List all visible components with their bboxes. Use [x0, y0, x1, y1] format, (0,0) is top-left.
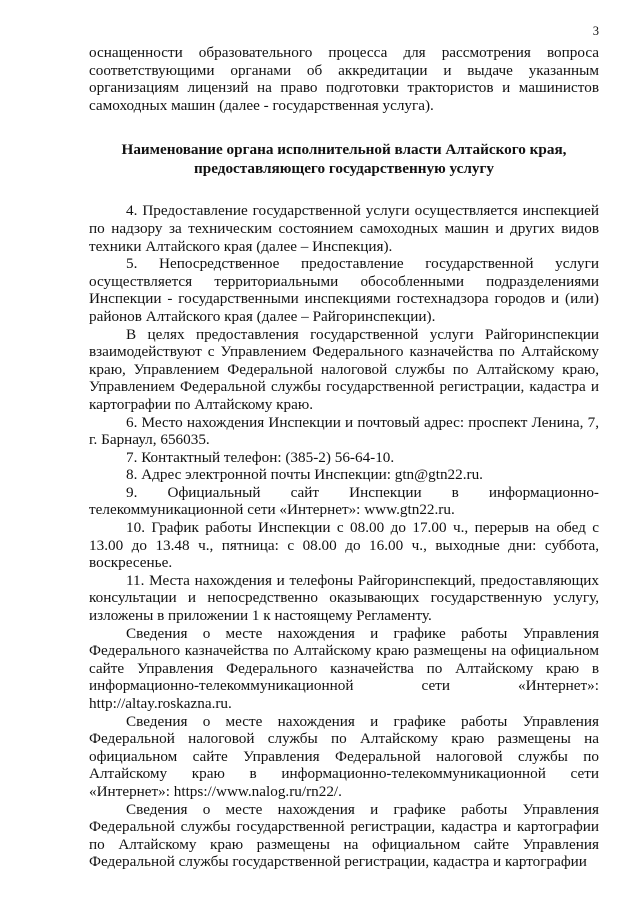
- paragraph-treasury-info: Сведения о месте нахождения и графике работы Управления Федерального казначейства по Алтайскому краю размещены на официальном сайте Управления Федерального казначейства по Алтайскому краю в информационно-телекоммуникационной сети «Интернет»: http://altay.roskazna.ru.: [89, 624, 599, 712]
- intro-paragraph: оснащенности образовательного процесса для рассмотрения вопроса соответствующими органами об аккредитации и выдаче указанным организациям лицензий на право подготовки трактористов и машинистов самоходных машин (далее - государственная услуга).: [89, 44, 599, 114]
- paragraph-7: 7. Контактный телефон: (385-2) 56-64-10.: [126, 448, 395, 466]
- paragraph-interaction: В целях предоставления государственной услуги Райгоринспекции взаимодействуют с Управлением Федерального казначейства по Алтайскому краю, Управлением Федеральной налоговой службы по Алтайскому краю, Управлением Федеральной службы государственной регистрации, кадастра и картографии по Алтайскому краю.: [89, 325, 599, 413]
- paragraph-6: 6. Место нахождения Инспекции и почтовый адрес: проспект Ленина, 7, г. Барнаул, 656035.: [89, 413, 599, 449]
- paragraph-5: 5. Непосредственное предоставление государственной услуги осуществляется территориальными обособленными подразделениями Инспекции - государственными инспекциями гостехнадзора городов и (или) районов Алтайского края (далее – Райгоринспекции).: [89, 255, 599, 325]
- paragraph-rosreestr-info: Сведения о месте нахождения и графике работы Управления Федеральной службы государственной регистрации, кадастра и картографии по Алтайскому краю размещены на официальном сайте Управления Федеральной службы государственной регистрации, кадастра и картографии: [89, 800, 599, 871]
- paragraph-10: 10. График работы Инспекции с 08.00 до 17.00 ч., перерыв на обед с 13.00 до 13.48 ч., пятница: с 08.00 до 16.00 ч., выходные дни: суббота, воскресенье.: [89, 519, 599, 572]
- paragraph-4: 4. Предоставление государственной услуги осуществляется инспекцией по надзору за техническим состоянием самоходных машин и других видов техники Алтайского края (далее – Инспекция).: [89, 202, 599, 255]
- document-body: [89, 44, 599, 871]
- paragraph-11: 11. Места нахождения и телефоны Райгоринспекций, предоставляющих консультации и непосредственно оказывающих государственную услугу, изложены в приложении 1 к настоящему Регламенту.: [89, 571, 599, 625]
- paragraph-8: 8. Адрес электронной почты Инспекции: gtn@gtn22.ru.: [126, 466, 483, 484]
- page-number: 3: [592, 24, 599, 38]
- paragraph-9: 9. Официальный сайт Инспекции в информационно-телекоммуникационной сети «Интернет»: www.gtn22.ru.: [89, 483, 599, 519]
- section-heading: Наименование органа исполнительной власти Алтайского края, предоставляющего государственную услугу: [121, 141, 567, 178]
- paragraph-tax-info: Сведения о месте нахождения и графике работы Управления Федеральной налоговой службы по Алтайскому краю размещены на официальном сайте Управления Федеральной налоговой службы по Алтайскому краю в информационно-телекоммуникационной сети «Интернет»: https://www.nalog.ru/rn22/.: [89, 712, 599, 800]
